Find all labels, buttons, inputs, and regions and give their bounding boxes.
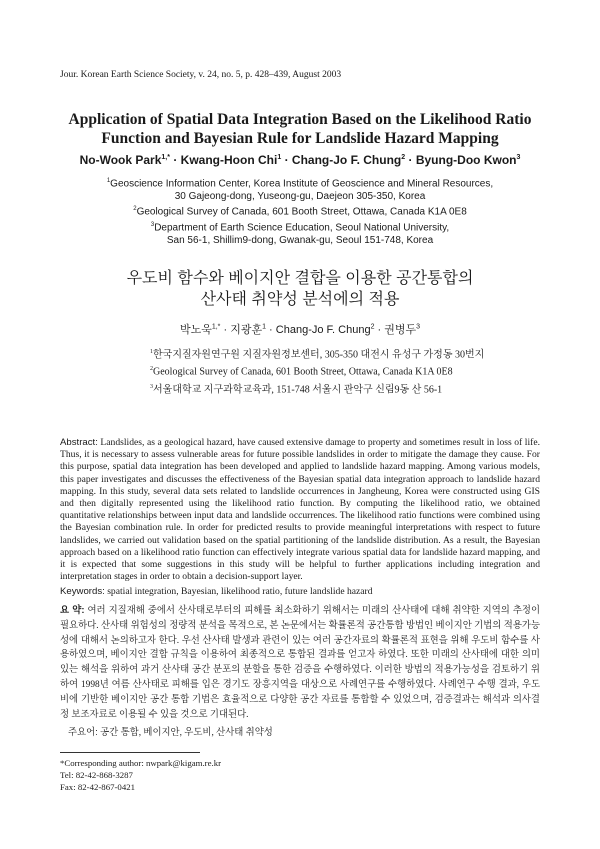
author-name: No-Wook Park (79, 153, 162, 167)
title-line: Function and Bayesian Rule for Landslide Hazard Mapping (101, 130, 499, 147)
korean-keywords-label: 주요어: (68, 726, 98, 737)
author-affil-mark: 1,* (211, 323, 221, 331)
author-name: 박노욱 (179, 324, 212, 336)
affiliation-line: 30 Gajeong-dong, Yuseong-gu, Daejeon 305-350, Korea (174, 191, 426, 203)
abstract-text: Landslides, as a geological hazard, have caused extensive damage to property and sometimes result in loss of life. Thus, it is necessary to assess vulnerable areas for future possible landslides in order to mitigate the damage they cause. For this purpose, spatial data integration has been developed and applied to landslide hazard mapping. Among various models, this paper investigates and discusses the effectiveness of the Bayesian spatial data integration approach to landslide hazard mapping. In this study, several data sets related to landslide occurrences in Jangheung, Korea were constructed using GIS and then digitally represented using the likelihood ratio function. By computing the likelihood ratio, we obtained quantitative relationships between input data and landslide occurrences. The likelihood ratio functions were combined using the Bayesian combination rule. In order for predicted results to provide meaningful interpretations with respect to future landslides, we carried out validation based on the spatial partitioning of the landslide distribution. As a result, the Bayesian approach based on a likelihood ratio function can effectively integrate various spatial data for landslide hazard mapping, and it is expected that some suggestions in this study will be helpful to further applications including integration and interpretation stages in order to obtain a decision-support layer. (60, 437, 540, 583)
korean-keywords-text: 공간 통합, 베이지안, 우도비, 산사태 취약성 (100, 728, 273, 738)
affiliation-line: San 56-1, Shillim9-dong, Gwanak-gu, Seoul 151-748, Korea (166, 234, 434, 246)
author-affil-mark: 3 (416, 323, 421, 331)
author-name: Kwang-Hoon Chi (180, 153, 278, 167)
affiliation-line: $^2$Geological Survey of Canada, 601 Booth Street, Ottawa, Canada K1A 0E8 (133, 206, 467, 218)
author-separator: · (269, 324, 273, 336)
author-affil-mark: 1 (262, 323, 266, 331)
author-name: Chang-Jo F. Chung (291, 153, 402, 167)
footnote-line: *Corresponding author: nwpark@kigam.re.kr (60, 758, 222, 768)
korean-title (40, 268, 560, 310)
author-affil-mark: 1,* (161, 154, 170, 161)
author-separator: · (377, 324, 382, 336)
korean-title-line: 우도비 함수와 베이지안 결합을 이용한 공간통합의 (126, 270, 474, 287)
keywords-text: spatial integration, Bayesian, likelihood ratio, future landslide hazard (107, 586, 373, 597)
footnote-line: Fax: 82-42-867-0421 (60, 782, 136, 792)
author-affil-mark: 1 (277, 154, 282, 161)
author-name: 권병두 (384, 324, 417, 336)
abstract (60, 437, 540, 583)
abstract-label: Abstract: (60, 437, 98, 448)
author-separator: · (173, 153, 178, 167)
korean-author-list (40, 321, 560, 337)
affiliations-ko (150, 345, 550, 397)
author-name: Chang-Jo F. Chung (275, 324, 371, 336)
affiliation-line: $^3$서울대학교 지구과학교육과, 151-748 서울시 관악구 신림9동 산 56-1 (150, 383, 443, 395)
title-line: Application of Spatial Data Integration Based on the Likelihood Ratio (68, 111, 532, 128)
affiliation-line: $^1$한국지질자원연구원 지질자원정보센터, 305-350 대전시 유성구 가정동 30번지 (150, 349, 485, 361)
korean-summary (60, 603, 540, 722)
affiliation-line: $^3$Department of Earth Science Education, Seoul National University, (150, 221, 450, 233)
korean-title-line: 산사태 취약성 분석에의 적용 (200, 291, 400, 308)
author-affil-mark: 2 (370, 323, 375, 331)
affiliations-en (60, 175, 540, 247)
author-separator: · (223, 324, 228, 336)
author-list (30, 153, 570, 167)
affiliation-line: $^2$Geological Survey of Canada, 601 Booth Street, Ottawa, Canada K1A 0E8 (150, 366, 453, 378)
keywords-label: Keywords: (60, 586, 105, 597)
journal-citation: Jour. Korean Earth Science Society, v. 24, no. 5, p. 428–439, August 2003 (60, 70, 342, 80)
footnote (60, 757, 221, 793)
korean-summary-text: 여러 지질재해 중에서 산사태로부터의 피해를 최소화하기 위해서는 미래의 산사태에 대해 취약한 지역의 추정이 필요하다. 산사태 위험성의 정량적 분석을 목적으로, 본 논문에서는 확률론적 공간통합 방법인 베이지안 기법의 적용가능성에 대해서 논의하고자 한다. 우선 산사태 발생과 관련이 있는 여러 공간자료의 확률론적 표현을 위해 우도비 함수를 사용하였으며, 베이지안 결합 규칙을 이용하여 최종적으로 통합된 결과를 얻고자 하였다. 또한 미래의 산사태에 대한 의미있는 해석을 위하여 과거 산사태 공간 분포의 분할을 통한 검증을 수행하였다. 이러한 방법의 적용가능성을 검토하기 위하여 1998년 여름 산사태로 피해를 입은 경기도 장흥지역을 대상으로 사례연구를 수행하였다. 사례연구 수행 결과, 우도비에 기반한 베이지안 공간 통합 기법은 효율적으로 다양한 공간 자료를 통합할 수 있었으며, 검증결과는 해석과 의사결정 보조자료로 이용될 수 있을 것으로 기대된다. (60, 606, 541, 720)
author-separator: · (284, 153, 289, 167)
footnote-divider (60, 752, 200, 753)
author-affil-mark: 3 (516, 154, 521, 161)
author-separator: · (408, 153, 413, 167)
keywords (60, 586, 540, 597)
author-affil-mark: 2 (401, 154, 406, 161)
paper-title (40, 110, 560, 148)
author-name: 지광훈 (230, 324, 263, 336)
affiliation-line: $^1$Geoscience Information Center, Korea Institute of Geoscience and Mineral Resources, (106, 178, 494, 190)
footnote-line: Tel: 82-42-868-3287 (60, 770, 133, 780)
korean-keywords (68, 724, 540, 738)
author-name: Byung-Doo Kwon (415, 153, 517, 167)
korean-summary-label: 요 약: (60, 604, 85, 615)
